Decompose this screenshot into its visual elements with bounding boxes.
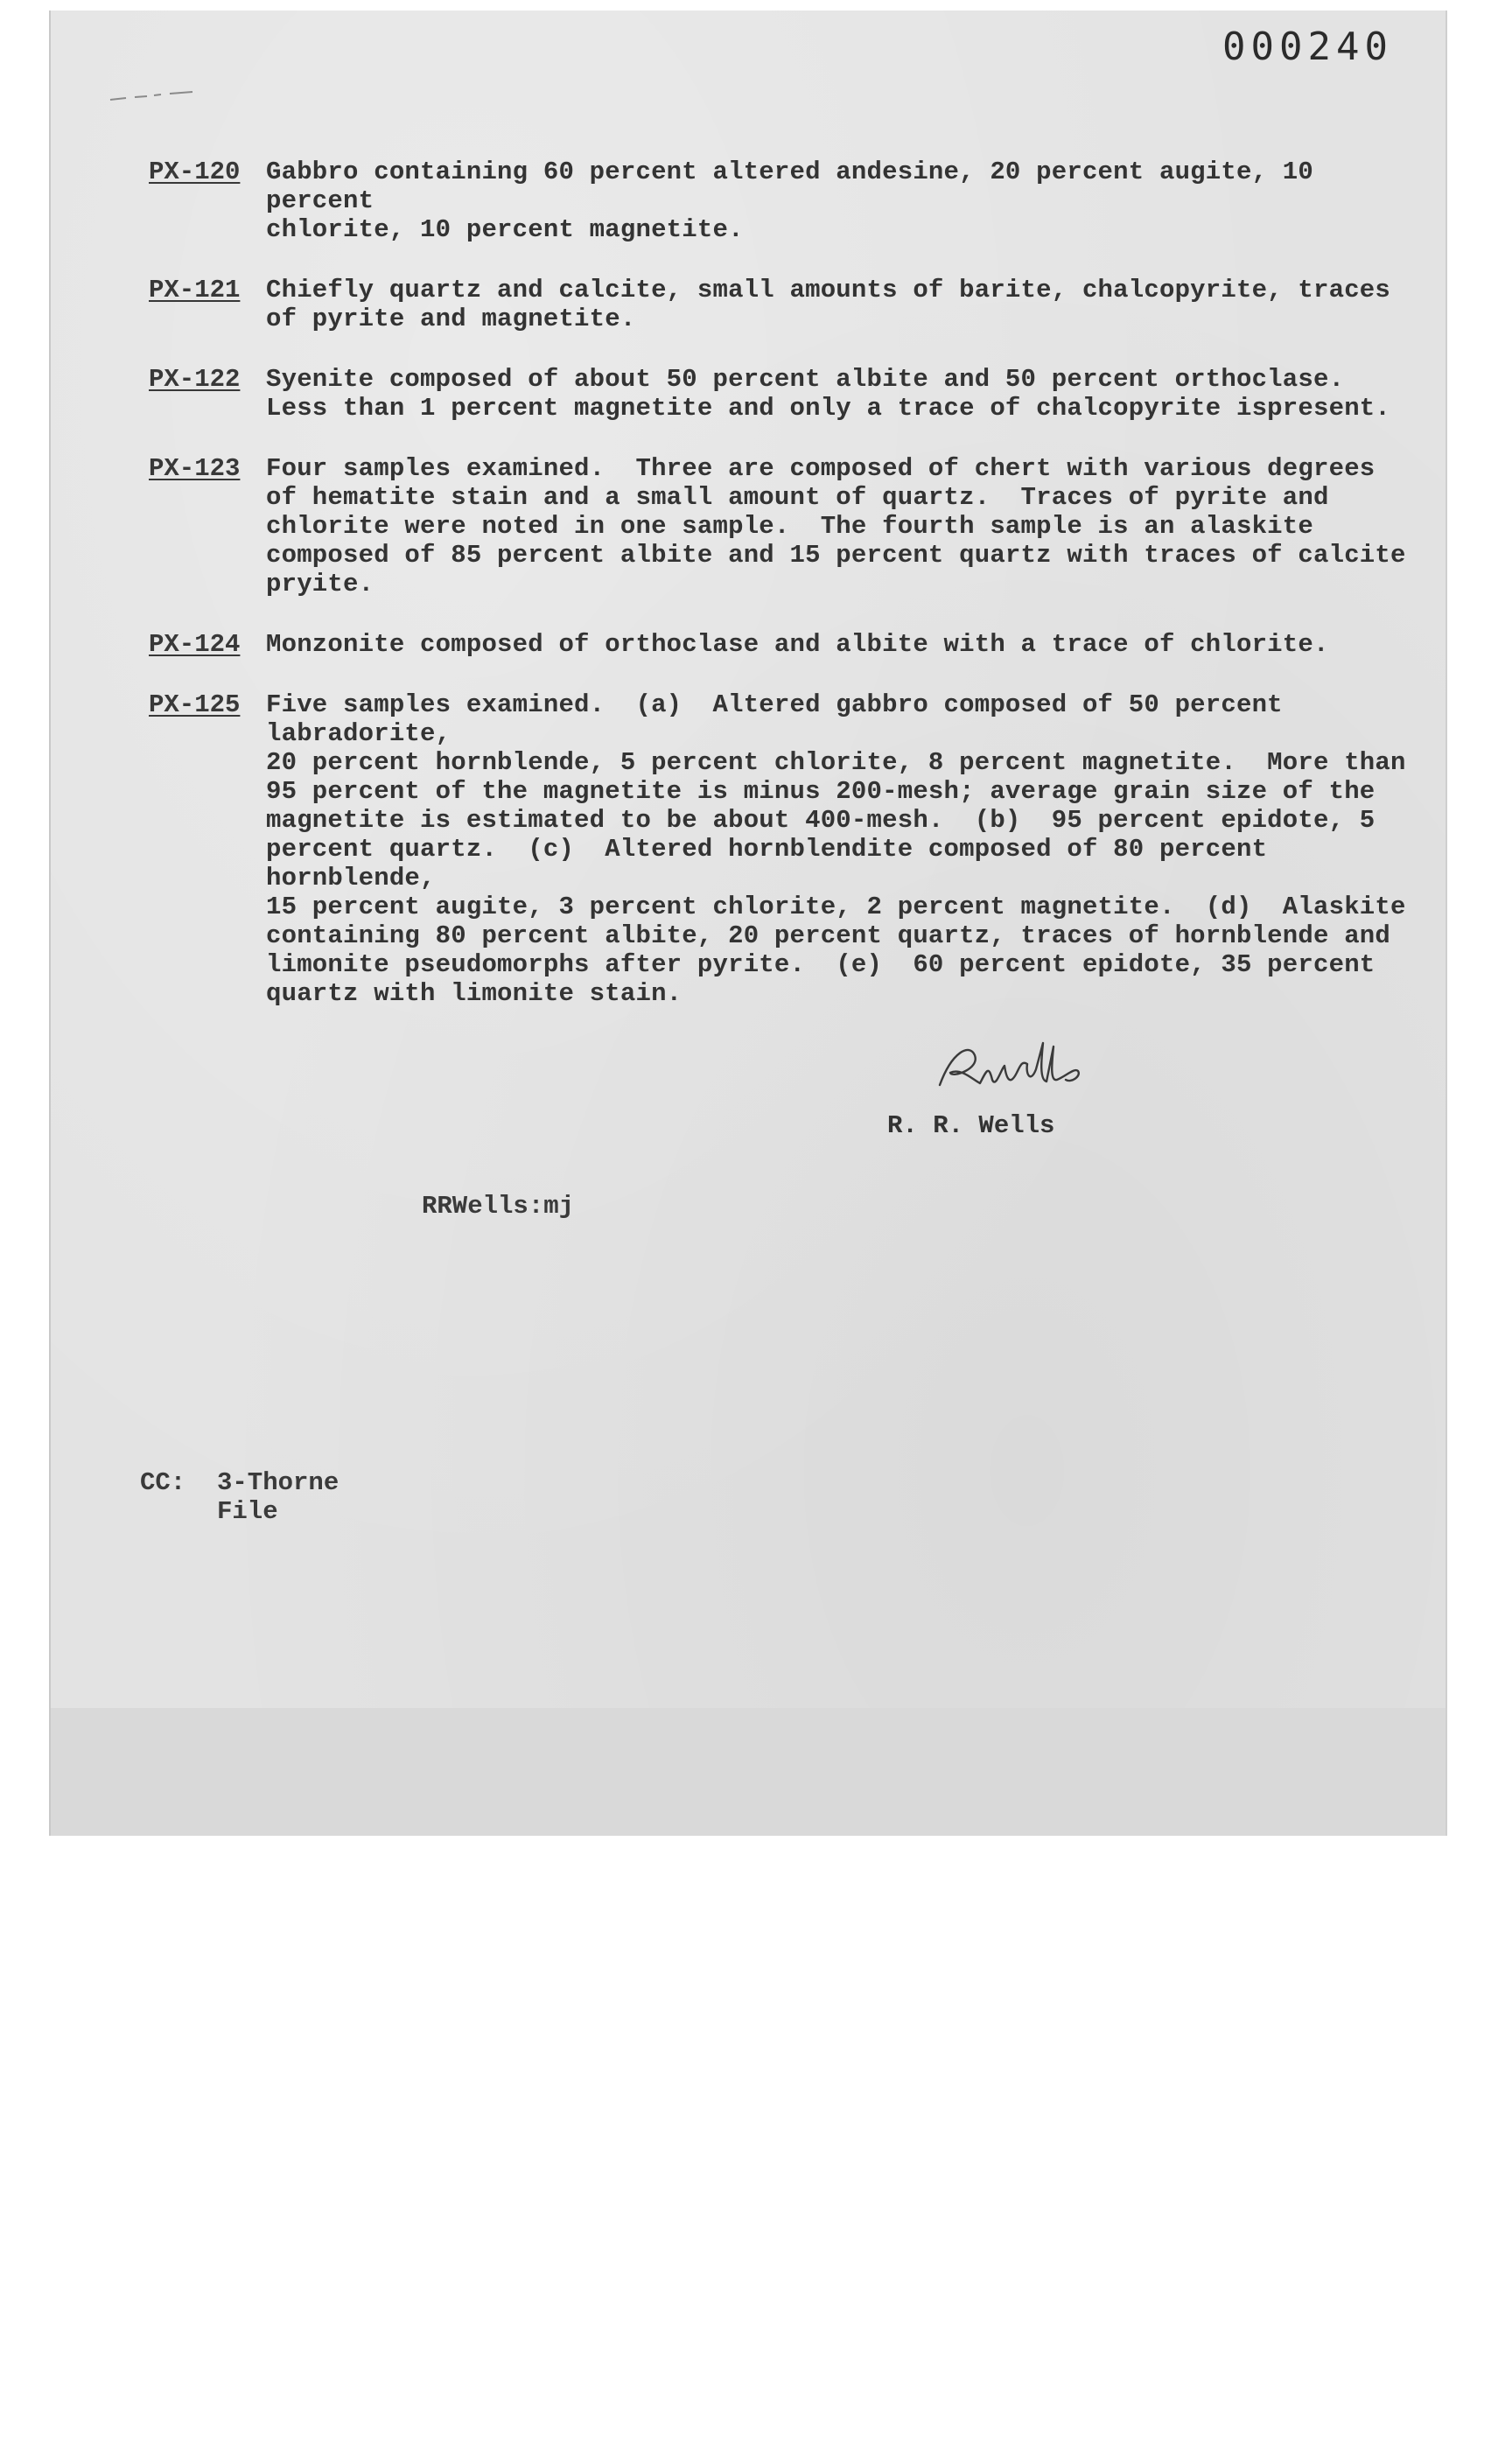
entry-px-123 <box>149 454 1409 598</box>
entry-text: Chiefly quartz and calcite, small amounts of barite, chalcopyrite, traces of pyrite and magnetite. <box>266 276 1391 333</box>
entry-px-125 <box>149 690 1409 1008</box>
typist-initials: RRWells:mj <box>422 1192 575 1221</box>
cc-recipient: 3-Thorne <box>217 1468 340 1497</box>
sample-entries <box>149 158 1409 1040</box>
entry-text: Syenite composed of about 50 percent albite and 50 percent orthoclase. Less than 1 percent magnetite and only a trace of chalcopyrite ispresent. <box>266 365 1391 423</box>
entry-text: Gabbro containing 60 percent altered andesine, 20 percent augite, 10 percent chlorite, 10 percent magnetite. <box>266 158 1313 244</box>
document-page <box>49 10 1447 1836</box>
cc-recipient: File <box>217 1497 278 1526</box>
cc-label: CC: <box>140 1468 186 1497</box>
carbon-copy-block <box>140 1468 339 1526</box>
entry-px-121 <box>149 276 1409 333</box>
entry-text: Monzonite composed of orthoclase and albite with a trace of chlorite. <box>266 630 1329 659</box>
document-number: 000240 <box>1222 24 1393 69</box>
entry-text: Four samples examined. Three are composed of chert with various degrees of hematite stain and a small amount of quartz. Traces of pyrite and chlorite were noted in one sample. The fourth sample is an alaskite composed of 85 percent albite and 15 percent quartz with traces of calcite pryite. <box>266 454 1406 598</box>
cc-recipient-list <box>217 1468 339 1526</box>
entry-id: PX-121 <box>149 276 241 304</box>
entry-id: PX-120 <box>149 158 241 186</box>
stray-pencil-mark <box>108 91 196 102</box>
entry-id: PX-122 <box>149 365 241 394</box>
entry-id: PX-125 <box>149 690 241 719</box>
entry-px-124 <box>149 630 1409 659</box>
signature-block <box>838 1034 1136 1148</box>
scan-shadow-band <box>51 1708 1446 1836</box>
signer-name: R. R. Wells <box>887 1111 1055 1140</box>
entry-px-122 <box>149 365 1409 423</box>
entry-id: PX-124 <box>149 630 241 659</box>
handwritten-signature <box>934 1034 1118 1104</box>
entry-id: PX-123 <box>149 454 241 483</box>
entry-text: Five samples examined. (a) Altered gabbro composed of 50 percent labradorite, 20 percent hornblende, 5 percent chlorite, 8 percent magnetite. More than 95 percent of the magnetite is minus 200-mesh; average grain size of the magnetite is estimated to be about 400-mesh. (b) 95 percent epidote, 5 percent quartz. (c) Altered hornblendite composed of 80 percent hornblende, 15 percent augite, 3 percent chlorite, 2 percent magnetite. (d) Alaskite containing 80 percent albite, 20 percent quartz, traces of hornblende and limonite pseudomorphs after pyrite. (e) 60 percent epidote, 35 percent quartz with limonite stain. <box>266 690 1406 1008</box>
entry-px-120 <box>149 158 1409 244</box>
